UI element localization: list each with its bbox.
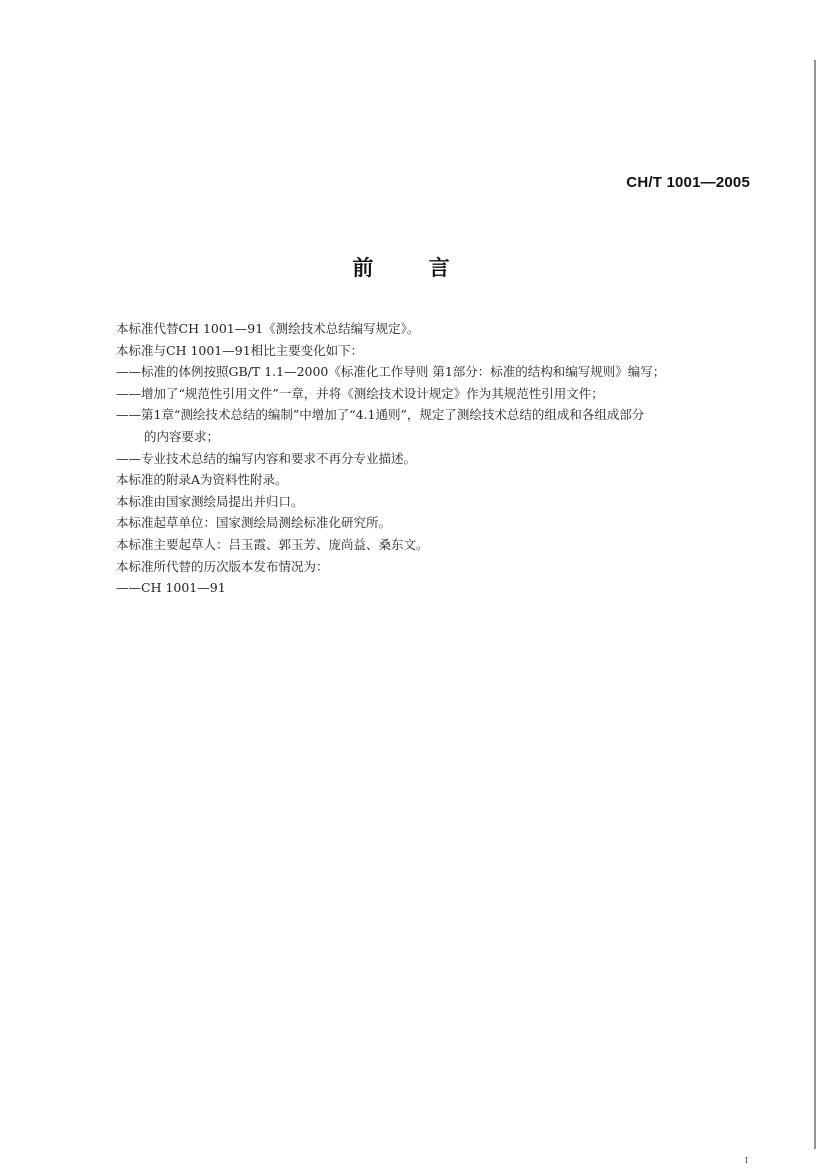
- list-item: ——增加了“规范性引用文件”一章，并将《测绘技术设计规定》作为其规范性引用文件；: [116, 385, 604, 401]
- text-line: 本标准主要起草人：吕玉霞、郭玉芳、庞尚益、桑东文。: [116, 536, 429, 552]
- standard-code: CH/T 1001—2005: [626, 174, 750, 191]
- text-line: 本标准由国家测绘局提出并归口。: [116, 493, 304, 509]
- page-number: I: [744, 1156, 748, 1165]
- page-title: 前 言: [352, 256, 474, 280]
- text-line: 本标准的附录A为资料性附录。: [116, 472, 288, 488]
- list-item: ——CH 1001—91: [116, 580, 226, 596]
- list-item: ——第1章“测绘技术总结的编制”中增加了“4.1通则”，规定了测绘技术总结的组成和各组成部分: [116, 407, 645, 423]
- list-item-continuation: 的内容要求；: [144, 428, 220, 444]
- page-edge-shadow: [814, 60, 816, 1149]
- text-line: 本标准所代替的历次版本发布情况为：: [116, 558, 329, 574]
- text-line: 本标准代替CH 1001—91《测绘技术总结编写规定》。: [116, 321, 420, 336]
- list-item: ——标准的体例按照GB/T 1.1—2000《标准化工作导则 第1部分：标准的结构和编写规则》编写；: [116, 364, 666, 380]
- foreword-body: [116, 318, 756, 599]
- list-item: ——专业技术总结的编写内容和要求不再分专业描述。: [116, 450, 417, 466]
- text-line: 本标准与CH 1001—91相比主要变化如下：: [116, 342, 364, 358]
- text-line: 本标准起草单位：国家测绘局测绘标准化研究所。: [116, 515, 392, 531]
